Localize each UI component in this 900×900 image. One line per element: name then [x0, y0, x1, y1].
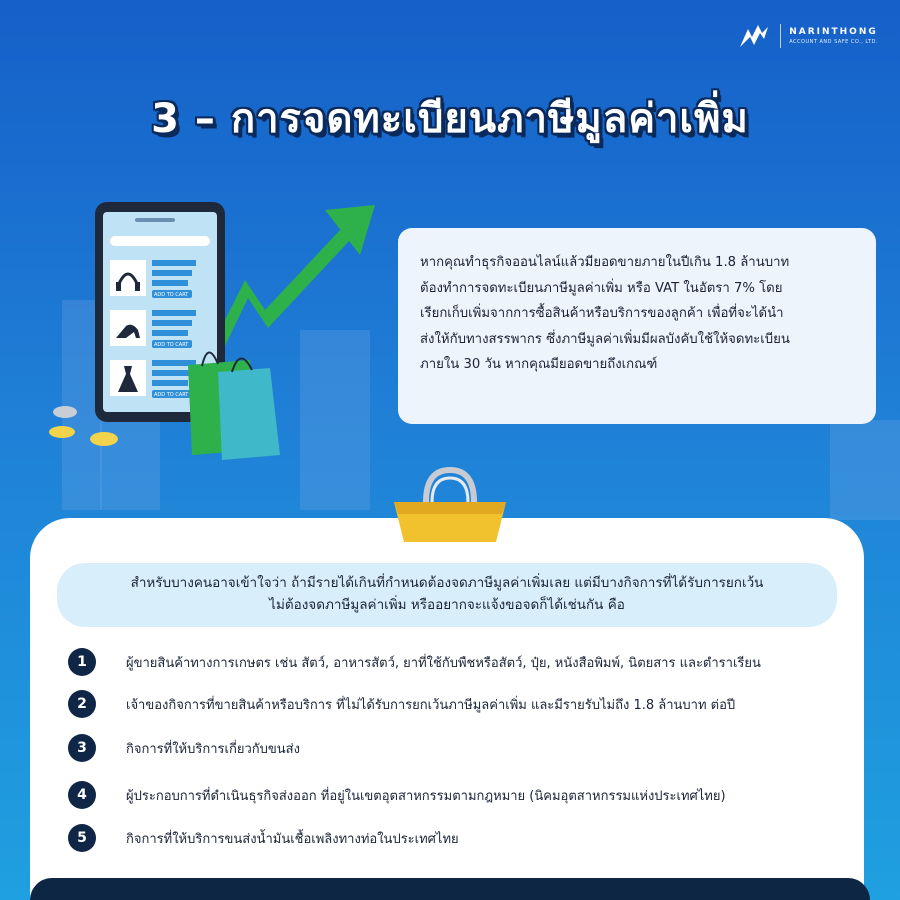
list-item [68, 734, 300, 762]
list-item-text: ผู้ขายสินค้าทางการเกษตร เช่น สัตว์, อาหารสัตว์, ยาที่ใช้กับพืชหรือสัตว์, ปุ๋ย, หนังสือพิมพ์, นิตยสาร และตำราเรียน [126, 655, 761, 671]
number-badge: 1 [68, 648, 96, 676]
add-to-cart-label: ADD TO CART [154, 292, 189, 298]
list-item [68, 648, 761, 676]
number-badge: 3 [68, 734, 96, 762]
paperclip-icon [386, 462, 514, 552]
list-item-text: กิจการที่ให้บริการขนส่งน้ำมันเชื้อเพลิงทางท่อในประเทศไทย [126, 831, 459, 847]
logo-mark-icon [738, 23, 772, 49]
ecommerce-illustration [40, 150, 400, 470]
skyline-building [830, 420, 900, 520]
company-logo [738, 22, 878, 50]
intro-line-2: ไม่ต้องจดภาษีมูลค่าเพิ่ม หรืออยากจะแจ้งขอจดก็ได้เช่นกัน คือ [269, 597, 625, 613]
intro-line-1: สำหรับบางคนอาจเข้าใจว่า ถ้ามีรายได้เกินที่กำหนดต้องจดภาษีมูลค่าเพิ่มเลย แต่มีบางกิจการที่ได้รับการยกเว้น [130, 575, 764, 591]
number-badge: 2 [68, 690, 96, 718]
list-item [68, 824, 459, 852]
add-to-cart-label: ADD TO CART [154, 342, 189, 348]
footer-bar [30, 878, 870, 900]
list-item-text: ผู้ประกอบการที่ดำเนินธุรกิจส่งออก ที่อยู่ในเขตอุตสาหกรรมตามกฎหมาย (นิคมอุตสาหกรรมแห่งประเทศไทย) [126, 788, 726, 804]
number-badge: 5 [68, 824, 96, 852]
page-title: 3 – การจดทะเบียนภาษีมูลค่าเพิ่ม [151, 96, 749, 142]
list-item [68, 690, 735, 718]
add-to-cart-label: ADD TO CART [154, 392, 189, 398]
shopping-bag-icon [188, 352, 280, 460]
intro-bubble [57, 563, 837, 627]
info-line: เรียกเก็บเพิ่มจากการซื้อสินค้าหรือบริการของลูกค้า เพื่อที่จะได้นำ [420, 306, 784, 321]
vat-info-box [398, 228, 876, 424]
list-item-text: กิจการที่ให้บริการเกี่ยวกับขนส่ง [126, 741, 300, 757]
logo-subtitle: ACCOUNT AND SAFE CO., LTD. [789, 38, 878, 45]
list-item-text: เจ้าของกิจการที่ขายสินค้าหรือบริการ ที่ไม่ได้รับการยกเว้นภาษีมูลค่าเพิ่ม และมีรายรับไม่ถึง 1.8 ล้านบาท ต่อปี [126, 697, 736, 713]
list-item [68, 781, 726, 809]
logo-divider [780, 24, 781, 48]
number-badge: 4 [68, 781, 96, 809]
logo-brand: NARINTHONG [789, 26, 878, 37]
info-line: ส่งให้กับทางสรรพากร ซึ่งภาษีมูลค่าเพิ่มมีผลบังคับใช้ให้จดทะเบียน [420, 331, 790, 347]
info-line: ต้องทำการจดทะเบียนภาษีมูลค่าเพิ่ม หรือ VAT ในอัตรา 7% โดย [420, 280, 783, 296]
info-line: ภายใน 30 วัน หากคุณมียอดขายถึงเกณฑ์ [420, 357, 658, 372]
info-line: หากคุณทำธุรกิจออนไลน์แล้วมียอดขายภายในปีเกิน 1.8 ล้านบาท [420, 255, 790, 270]
